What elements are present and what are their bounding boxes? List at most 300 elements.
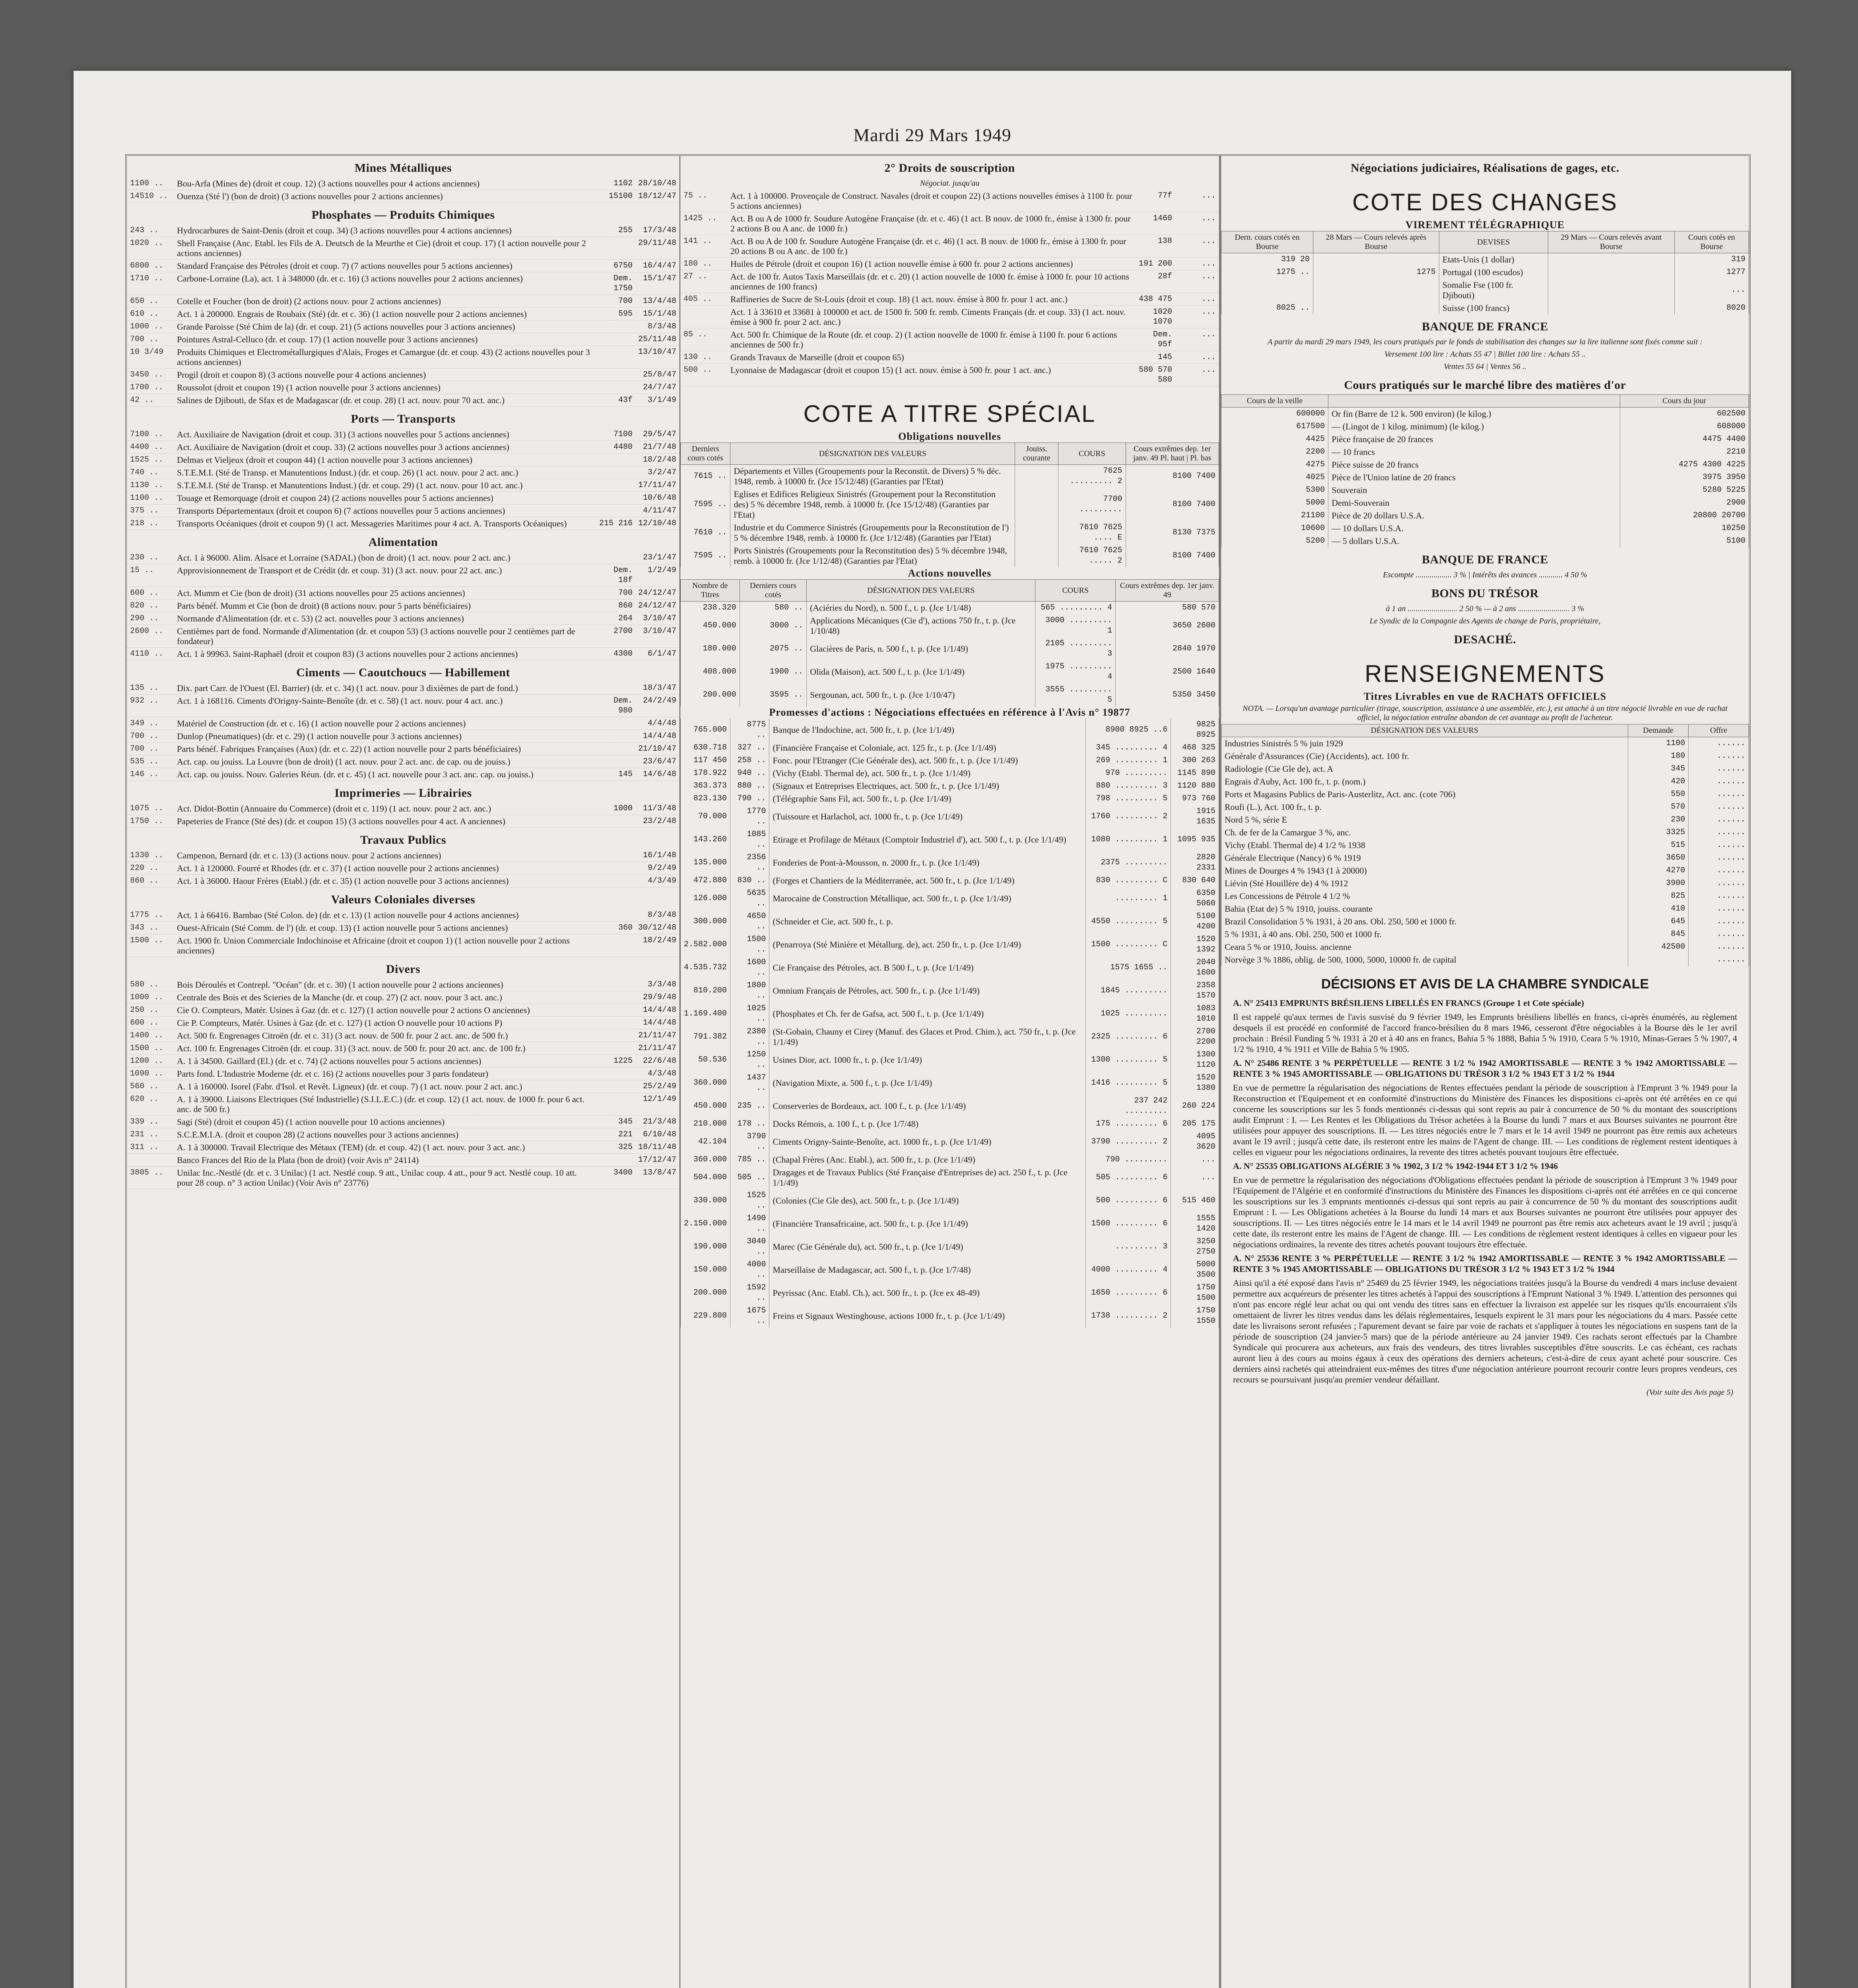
cell-v: 15/1/47 <box>643 274 676 283</box>
cell-n: 860 <box>618 601 633 610</box>
listing-row <box>127 492 680 505</box>
cell-x <box>1015 488 1058 521</box>
cell-d: 405 .. <box>683 295 713 304</box>
cell-t: Centrale des Bois et des Scieries de la Manche (dr. et coup. 27) (2 act. nouv. pour 3 act. anc.) <box>177 992 502 1002</box>
cell-t: Shell Française (Anc. Etabl. les Fils de A. Deutsch de la Meurthe et Cie) (droit et coup. 17) (1 action nouvelle pour 2 actions anciennes) <box>177 238 586 258</box>
cell-d: Industrie et du Commerce Sinistrés (Groupements pour la Reconstitution de l') 5 % décembre 1948, remb. à 10000 fr. (Jce 1/12/48) (Garanties par l'Etat) <box>730 521 1015 544</box>
cell-cours: 500 ......... 6 <box>1086 1189 1171 1212</box>
cell-t: Salines de Djibouti, de Sfax et de Madagascar (dr. et coup. 28) (1 act. nouv. pour 70 act. anc.) <box>177 395 505 405</box>
cell-d: 27 .. <box>683 272 708 281</box>
cell-d: 1330 .. <box>130 851 164 860</box>
cell-ext: 4095 3620 <box>1171 1130 1219 1153</box>
cell-c: 1525 .. <box>730 1189 769 1212</box>
renseignements-title: RENSEIGNEMENTS <box>1365 660 1606 687</box>
table-row <box>681 851 1219 874</box>
actions-table <box>680 579 1219 707</box>
cell-v: 14/6/48 <box>643 770 676 779</box>
cell-demande: 3325 <box>1628 826 1689 839</box>
cell-n: 472.880 <box>681 874 730 887</box>
header-cell: Cours cotés en Bourse <box>1674 231 1749 253</box>
cell-ext: 1750 1550 <box>1171 1305 1219 1328</box>
cell-c: 7595 .. <box>681 488 730 521</box>
cell-cours: ......... 3 <box>1086 1235 1171 1258</box>
cell-d: 700 .. <box>130 732 159 741</box>
cell-t: Act. 1 à 200000. Engrais de Roubaix (Sté) (dr. et c. 36) (1 action nouvelle pour 2 actions anciennes) <box>177 309 527 319</box>
cell-cours: 1500 ......... 6 <box>1086 1212 1171 1235</box>
cell-d: (Forges et Chantiers de la Méditerranée, act. 500 fr., t. p. (Jce 1/1/49) <box>769 874 1086 887</box>
table-row <box>681 874 1219 887</box>
cell-c: 880 .. <box>730 780 769 792</box>
cell-n <box>597 1018 633 1028</box>
cell-v: 30/12/48 <box>638 923 676 932</box>
cell-demande: 845 <box>1628 928 1689 941</box>
listing-row <box>127 1141 680 1154</box>
cell-v: 3/3/48 <box>647 980 676 989</box>
cell-v: ... <box>1201 330 1216 339</box>
cell-n <box>597 468 633 478</box>
cell-n <box>597 744 633 754</box>
cell-cours: 2375 ......... <box>1086 851 1171 874</box>
cell-demande: 3650 <box>1628 852 1689 864</box>
cell-ext: 1520 1392 <box>1171 933 1219 956</box>
cell-designation: Mines de Dourges 4 % 1943 (1 à 20000) <box>1221 864 1628 877</box>
cell-cours: 790 ......... <box>1086 1153 1171 1166</box>
cell-v: 24/12/47 <box>638 588 676 598</box>
listing-row <box>127 600 680 612</box>
table-row <box>1221 903 1749 915</box>
table-row <box>681 979 1219 1002</box>
cell-d: 311 .. <box>130 1143 159 1152</box>
cell-cours: 1416 ......... 5 <box>1086 1072 1171 1095</box>
cell-t: Hydrocarbures de Saint-Denis (droit et coup. 34) (3 actions nouvelles pour 4 actions anciennes) <box>177 225 512 235</box>
cell-d <box>683 307 727 327</box>
header-cell: DÉSIGNATION DES VALEURS <box>730 443 1015 465</box>
cell-c: 4650 .. <box>730 910 769 933</box>
table-header <box>681 580 1219 602</box>
cell-a <box>1221 279 1313 302</box>
cell-d: (Aciéries du Nord), n. 500 f., t. p. (Jce 1/1/48) <box>807 602 1035 615</box>
table-row <box>681 956 1219 979</box>
cell-cours: 3555 ......... 5 <box>1035 683 1116 707</box>
cell-t: Progil (droit et coupon 8) (3 actions nouvelle pour 4 actions anciennes) <box>177 370 426 380</box>
cell-designation: Ports et Magasins Publics de Paris-Austerlitz, Act. anc. (cote 706) <box>1221 788 1628 801</box>
cell-t: Transports Départementaux (droit et coupon 6) (7 actions nouvelles pour 5 actions anciennes) <box>177 506 505 516</box>
bons-line: à 1 an ......................... 2 50 % — à 2 ans .......................... 3 % <box>1386 604 1584 613</box>
cell-c: 1900 .. <box>740 660 806 683</box>
cell-n: 2700 <box>613 627 633 636</box>
cell-n <box>597 382 633 392</box>
cell-t: Act. de 100 fr. Autos Taxis Marseillais (dr. et c. 20) (1 action nouvelle de 1000 fr. émise à 1000 fr. pour 10 actions anciennes de 100 francs) <box>730 272 1130 291</box>
cell-veille: 5000 <box>1221 497 1328 509</box>
cell-n <box>597 850 633 860</box>
cell-n: 345 <box>618 1117 633 1126</box>
table-header <box>681 443 1219 465</box>
cell-t: Banco Frances del Rio de la Plata (bon de droit) (voir Avis n° 24114) <box>177 1155 419 1165</box>
cell-v: ... <box>1201 307 1216 316</box>
cell-c: 327 .. <box>730 742 769 754</box>
cell-t: Parts bénéf. Fabriques Françaises (Aux) (dr. et c. 22) (1 action nouvelle pour 2 parts bénéficiaires) <box>177 744 521 754</box>
cell-t: Standard Française des Pétroles (droit et coup. 7) (7 actions nouvelles pour 5 actions anciennes) <box>177 261 513 271</box>
cell-n <box>597 1155 633 1165</box>
cell-v: 1/2/49 <box>647 566 676 575</box>
droit-row <box>680 351 1219 364</box>
cell-d: 130 .. <box>683 353 713 362</box>
cell-n: 145 <box>618 770 633 779</box>
cell-t: Act. cap. ou jouiss. La Louvre (bon de droit) (1 act. nouv. pour 2 act. anc. de cap. ou de jouiss.) <box>177 757 511 767</box>
cell-n: 823.130 <box>681 792 730 805</box>
cell-d: 500 .. <box>683 365 713 375</box>
cell-n: 4300 <box>613 649 633 658</box>
cell-n: 190.000 <box>681 1235 730 1258</box>
cell-demande <box>1628 953 1689 966</box>
table-row <box>1221 266 1749 279</box>
table-header <box>1221 395 1749 408</box>
cell-v: 24/12/47 <box>638 601 676 610</box>
cell-demande: 410 <box>1628 903 1689 915</box>
cell-d: 6800 .. <box>130 261 164 270</box>
header-cell: 29 Mars — Cours relevés avant Bourse <box>1548 231 1674 253</box>
listing-row <box>127 320 680 333</box>
cell-d: (Penarroya (Sté Minière et Métallurg. de), act. 250 fr., t. p. (Jce 1/1/49) <box>769 933 1086 956</box>
cell-d: Marseillaise de Madagascar, act. 500 f., t. p. (Jce 1/7/48) <box>769 1258 1086 1281</box>
cell-t: Produits Chimiques et Electrométallurgiques d'Alais, Froges et Camargue (dr. et coup. 43) (2 actions nouvelles pour 3 actions anciennes) <box>177 347 590 367</box>
cell-v: 21/11/47 <box>638 1031 676 1040</box>
cell-n <box>597 816 633 826</box>
cell-n: 1225 <box>613 1056 633 1066</box>
cell-demande: 42500 <box>1628 941 1689 953</box>
cell-cours: 7700 ......... <box>1058 488 1126 521</box>
cell-c: 1437 .. <box>730 1072 769 1095</box>
cell-v: 13/4/48 <box>643 297 676 306</box>
cell-n <box>597 1005 633 1015</box>
cell-d: Usines Dior, act. 1000 fr., t. p. (Jce 1/1/49) <box>769 1048 1086 1072</box>
cell-n: 450.000 <box>681 1095 730 1118</box>
cell-t: Dix. part Carr. de l'Ouest (El. Barrier) (dr. et c. 34) (1 act. nouv. pour 3 dixièmes de part de fond.) <box>177 683 518 693</box>
cell-offre: ...... <box>1689 953 1749 966</box>
cell-jour: 20800 20700 <box>1620 509 1749 522</box>
changes-title: COTE DES CHANGES <box>1352 189 1618 215</box>
cell-demande: 4270 <box>1628 864 1689 877</box>
cell-cours: 565 ......... 4 <box>1035 602 1116 615</box>
header-cell: Nombre de Titres <box>681 580 740 602</box>
droit-row <box>680 212 1219 235</box>
listing-row <box>127 682 680 695</box>
cell-designation: Engrais d'Auby, Act. 100 fr., t. p. (nom.) <box>1221 775 1628 788</box>
cell-cours: 1500 ......... C <box>1086 933 1171 956</box>
cell-veille: 4025 <box>1221 471 1328 484</box>
cell-n: 221 <box>618 1130 633 1139</box>
listing-row <box>127 551 680 564</box>
cell-n <box>597 1094 633 1114</box>
cell-v: 12/10/48 <box>638 519 676 528</box>
listing-row <box>127 612 680 625</box>
cell-n: 138 <box>1157 237 1172 246</box>
cell-n <box>597 347 633 367</box>
cell-ext: 300 263 <box>1171 754 1219 767</box>
cell-c: 4000 .. <box>730 1258 769 1281</box>
cell-n: 1020 1070 <box>1153 307 1172 326</box>
table-row <box>681 521 1219 544</box>
cell-t: Act. 500 fr. Chimique de la Route (dr. et coup. 2) (1 action nouvelle de 1000 fr. émise à 1100 fr. pour 6 actions anciennes de 500 fr.) <box>730 330 1117 349</box>
cell-designation: Demi-Souverain <box>1328 497 1620 509</box>
cell-d: 4110 .. <box>130 649 164 658</box>
cell-d: 1075 .. <box>130 804 164 813</box>
table-row <box>1221 826 1749 839</box>
cell-d: (Télégraphie Sans Fil, act. 500 fr., t. p. (Jce 1/1/49) <box>769 792 1086 805</box>
cell-cours: 175 ......... 6 <box>1086 1118 1171 1130</box>
cell-t: Act. 1 à 100000. Provençale de Construct. Navales (droit et coupon 22) (3 actions nouvelles émises à 1100 fr. pour 5 actions anciennes) <box>730 191 1132 211</box>
cell-jour: 10250 <box>1620 522 1749 535</box>
table-row <box>681 1235 1219 1258</box>
cell-d: 600 .. <box>130 588 159 598</box>
listing-row <box>127 1055 680 1068</box>
cell-v: 4/3/49 <box>647 876 676 885</box>
cell-d: 820 .. <box>130 601 159 610</box>
cell-cours: 1025 ......... <box>1086 1002 1171 1025</box>
cell-ext: 3650 2600 <box>1116 614 1219 637</box>
cell-n: 408.000 <box>681 660 740 683</box>
cell-d: (Signaux et Entreprises Electriques, act. 500 fr., t. p. (Jce 1/1/49) <box>769 780 1086 792</box>
cell-v: 18/11/48 <box>638 1143 676 1152</box>
cell-t: Act. cap. ou jouiss. Nouv. Galeries Réun. (dr. et c. 45) (1 act. nouvelle pour 3 act. anc. cap. ou jouiss.) <box>177 769 534 779</box>
table-row <box>681 1025 1219 1048</box>
cell-ext: 1915 1635 <box>1171 805 1219 828</box>
cell-ext: ... <box>1171 1166 1219 1189</box>
cell-t: Ouest-Africain (Sté Comm. de l') (dr. et coup. 13) (1 action nouvelle pour 5 actions anciennes) <box>177 923 508 933</box>
listing-row <box>127 1004 680 1017</box>
cell-cours: 1300 ......... 5 <box>1086 1048 1171 1072</box>
cell-n: 4480 <box>613 443 633 452</box>
cell-c: 2075 .. <box>740 637 806 660</box>
cell-offre: ...... <box>1689 928 1749 941</box>
cell-d: 230 .. <box>130 553 159 562</box>
cell-jour: 2900 <box>1620 497 1749 509</box>
cell-c: 1085 .. <box>730 828 769 851</box>
cell-ext: 2500 1640 <box>1116 660 1219 683</box>
cell-d: 135 .. <box>130 683 159 693</box>
cell-c: 3790 .. <box>730 1130 769 1153</box>
cell-n <box>597 683 633 693</box>
cell-designation: Norvège 3 % 1886, oblig. de 500, 1000, 5000, 10000 fr. de capital <box>1221 953 1628 966</box>
droit-row <box>680 364 1219 386</box>
cell-cours: ......... 1 <box>1086 887 1171 910</box>
table-row <box>1221 737 1749 750</box>
cell-designation: Ceara 5 % or 1910, Jouiss. ancienne <box>1221 941 1628 953</box>
cell-d: (Financière Transafricaine, act. 500 fr., t. p. (Jce 1/1/49) <box>769 1212 1086 1235</box>
negociations-title: Négociations judiciaires, Réalisations de gages, etc. <box>1351 161 1619 175</box>
cell-n: 1460 <box>1153 214 1172 223</box>
cell-offre: ...... <box>1689 826 1749 839</box>
cell-b <box>1313 253 1439 266</box>
header-cell: DÉSIGNATION DES VALEURS <box>1221 724 1628 737</box>
cell-v: 25/2/49 <box>643 1082 676 1091</box>
cell-v: 15/1/48 <box>643 309 676 318</box>
droit-row <box>680 293 1219 306</box>
cell-t: Transports Océaniques (droit et coupon 9) (1 act. Messageries Maritimes pour 4 act. A. Transports Océaniques) <box>177 518 567 528</box>
cell-v: 24/2/49 <box>643 696 676 705</box>
section-title: Divers <box>386 963 421 976</box>
cell-d: 700 .. <box>130 335 159 344</box>
cell-n: 43f <box>618 396 633 405</box>
table-row <box>1221 509 1749 522</box>
cell-v: 25/11/48 <box>638 335 676 344</box>
page-frame <box>125 154 1751 1988</box>
listing-row <box>127 428 680 441</box>
cell-d: Fonc. pour l'Etranger (Cie Générale des), act. 500 fr., t. p. (Jce 1/1/49) <box>769 754 1086 767</box>
cell-cours: 4000 ......... 4 <box>1086 1258 1171 1281</box>
cell-n: 210.000 <box>681 1118 730 1130</box>
listing-row <box>127 381 680 394</box>
cell-cours: 4550 ......... 5 <box>1086 910 1171 933</box>
cell-d: Olida (Maison), act. 500 f., t. p. (Jce 1/1/49) <box>807 660 1035 683</box>
cell-designation: Pièce française de 20 frances <box>1328 433 1620 446</box>
table-row <box>681 614 1219 637</box>
cell-offre: ...... <box>1689 801 1749 813</box>
cell-d: Applications Mécaniques (Cie d'), actions 750 fr., t. p. (Jce 1/10/48) <box>807 614 1035 637</box>
header-cell: Dern. cours cotés en Bourse <box>1221 231 1313 253</box>
bons-title: BONS DU TRÉSOR <box>1431 587 1539 600</box>
cell-n: 360.000 <box>681 1153 730 1166</box>
cell-v: ... <box>1201 353 1216 362</box>
cell-v: 29/5/47 <box>643 430 676 439</box>
cell-jour: 4475 4400 <box>1620 433 1749 446</box>
header-cell: Derniers cours cotés <box>740 580 806 602</box>
cell-d: Marocaine de Construction Métallique, act. 500 fr., t. p. (Jce 1/1/49) <box>769 887 1086 910</box>
cell-cours: 1845 ......... <box>1086 979 1171 1002</box>
cell-ext: 6350 5060 <box>1171 887 1219 910</box>
cell-f: 1277 <box>1674 266 1749 279</box>
cell-v: 29/11/48 <box>638 239 676 248</box>
cell-a: 8025 .. <box>1221 302 1313 315</box>
cell-d: 2600 .. <box>130 627 164 636</box>
header-cell: COURS <box>1058 443 1126 465</box>
listing-row <box>127 1068 680 1080</box>
cell-t: Act. 1 à 66416. Bambao (Sté Colon. de) (dr. et c. 13) (1 action nouvelle pour 4 actions anciennes) <box>177 910 519 920</box>
cell-offre: ...... <box>1689 750 1749 763</box>
cell-v: 24/7/47 <box>643 383 676 392</box>
cell-v: 8/3/48 <box>647 322 676 331</box>
cell-d: 1500 .. <box>130 1044 164 1053</box>
cell-v: 14/4/48 <box>643 1018 676 1027</box>
cell-t: Bou-Arfa (Mines de) (droit et coup. 12) (3 actions nouvelles pour 4 actions anciennes) <box>177 179 480 188</box>
cell-x <box>1015 544 1058 567</box>
cell-ext: 260 224 <box>1171 1095 1219 1118</box>
table-row <box>681 1212 1219 1235</box>
cell-d: 85 .. <box>683 330 708 339</box>
cell-c: 1250 .. <box>730 1048 769 1072</box>
cell-t: Carbone-Lorraine (La), act. 1 à 348000 (dr. et c. 16) (3 actions nouvelles pour 2 actions anciennes) <box>177 274 523 283</box>
cell-n: 7100 <box>613 430 633 439</box>
cell-v: 10/6/48 <box>643 493 676 503</box>
bdf-line: Versement 100 lire : Achats 55 47 | Billet 100 lire : Achats 55 .. <box>1384 350 1586 359</box>
listing-row <box>127 479 680 492</box>
cell-n: 50.536 <box>681 1048 730 1072</box>
cell-n <box>597 334 633 344</box>
cell-c: 1592 .. <box>730 1281 769 1305</box>
cell-v: 21/3/48 <box>643 1117 676 1126</box>
cell-d: (Navigation Mixte, a. 500 f., t. p. (Jce 1/1/49) <box>769 1072 1086 1095</box>
cell-n: 438 475 <box>1138 295 1172 304</box>
cell-f: ... <box>1674 279 1749 302</box>
table-row <box>1221 941 1749 953</box>
cell-n <box>597 370 633 380</box>
listing-row <box>127 441 680 454</box>
cell-e <box>1548 302 1674 315</box>
cell-d: 220 .. <box>130 864 159 873</box>
cell-cours: 3790 ......... 2 <box>1086 1130 1171 1153</box>
cell-n: 580 570 580 <box>1138 365 1172 384</box>
listing-row <box>127 802 680 815</box>
cell-designation: Industries Sinistrés 5 % juin 1929 <box>1221 737 1628 750</box>
cell-d: 339 .. <box>130 1117 159 1126</box>
cell-n: 450.000 <box>681 614 740 637</box>
listing-row <box>127 505 680 517</box>
cell-n <box>597 480 633 490</box>
cell-d: (Tuissoure et Harlachol, act. 1000 fr., t. p. (Jce 1/1/49) <box>769 805 1086 828</box>
cell-v: 4/11/47 <box>643 506 676 515</box>
cell-t: Bois Déroulés et Contrepl. "Océan" (dr. et c. 30) (1 action nouvelle pour 2 actions anciennes) <box>177 980 503 990</box>
listing-row <box>127 1042 680 1055</box>
column-middle <box>680 156 1221 1988</box>
cell-n: 1102 <box>613 179 633 188</box>
cell-c: 1600 .. <box>730 956 769 979</box>
table-row <box>681 1002 1219 1025</box>
bdf-title: BANQUE DE FRANCE <box>1421 320 1549 333</box>
cell-designation: Pièce de l'Union latine de 20 francs <box>1328 471 1620 484</box>
listing-row <box>127 587 680 600</box>
cell-v: ... <box>1201 191 1216 200</box>
cell-designation: Générale d'Assurances (Cie) (Accidents), act. 100 fr. <box>1221 750 1628 763</box>
cell-d: 580 .. <box>130 980 159 989</box>
cell-v: 16/1/48 <box>643 851 676 860</box>
table-row <box>681 1095 1219 1118</box>
listing-row <box>127 717 680 730</box>
cell-designation: Souverain <box>1328 484 1620 497</box>
cell-d: 3450 .. <box>130 370 164 379</box>
listing-row <box>127 875 680 887</box>
avis-text: Il est rappelé qu'aux termes de l'avis susvisé du 9 février 1949, les Emprunts brésiliens libellés en francs, ci-après énumérés, au règlement desquels il est procédé en conformité de l'accord franco-brésilien du 8 mars 1946, cesseront d'être négociables à la Bourse dès le 1er avril prochain : Brésil Funding 5 % 1931 à 20 et à 40 ans en francs, Bahia 5 % 1888, Bahia 5 % 1910, Ceara 5 % 1910, Minas-Geraes 5 % 1907, 4 1/2 % 1910, 4 % 1911 et Ville de Bahia 5 % 1905. <box>1233 1012 1737 1054</box>
table-row <box>1221 497 1749 509</box>
section-title: Valeurs Coloniales diverses <box>331 893 476 906</box>
cell-d: 1000 .. <box>130 322 164 331</box>
cell-n: 28f <box>1157 272 1172 281</box>
cell-d: Départements et Villes (Groupements pour la Reconstit. de Divers) 5 % déc. 1948, remb. à 10000 fr. (Jce 15/12/48) (Garanties par l'Etat) <box>730 465 1015 488</box>
cell-c: 258 .. <box>730 754 769 767</box>
cell-demande: 3900 <box>1628 877 1689 890</box>
cell-ext: 8100 7400 <box>1126 544 1219 567</box>
cell-cours: 237 242 ......... <box>1086 1095 1171 1118</box>
cell-d: 218 .. <box>130 519 159 528</box>
cell-n: 200.000 <box>681 683 740 707</box>
cell-ext: 5350 3450 <box>1116 683 1219 707</box>
cell-demande: 550 <box>1628 788 1689 801</box>
cell-v: 4/3/48 <box>647 1069 676 1078</box>
cell-d: Portugal (100 escudos) <box>1439 266 1548 279</box>
cell-n: 765.000 <box>681 718 730 742</box>
cell-c: 5635 .. <box>730 887 769 910</box>
cell-n: 70.000 <box>681 805 730 828</box>
table-row <box>1221 535 1749 547</box>
cell-t: Campenon, Bernard (dr. et c. 13) (3 actions nouv. pour 2 actions anciennes) <box>177 850 441 860</box>
cell-d: 535 .. <box>130 757 159 766</box>
listing-row <box>127 1154 680 1167</box>
table-row <box>681 1153 1219 1166</box>
cell-cours: 345 ......... 4 <box>1086 742 1171 754</box>
cell-n <box>597 757 633 767</box>
table-row <box>1221 801 1749 813</box>
table-row <box>1221 279 1749 302</box>
cell-v: 3/10/47 <box>643 614 676 623</box>
